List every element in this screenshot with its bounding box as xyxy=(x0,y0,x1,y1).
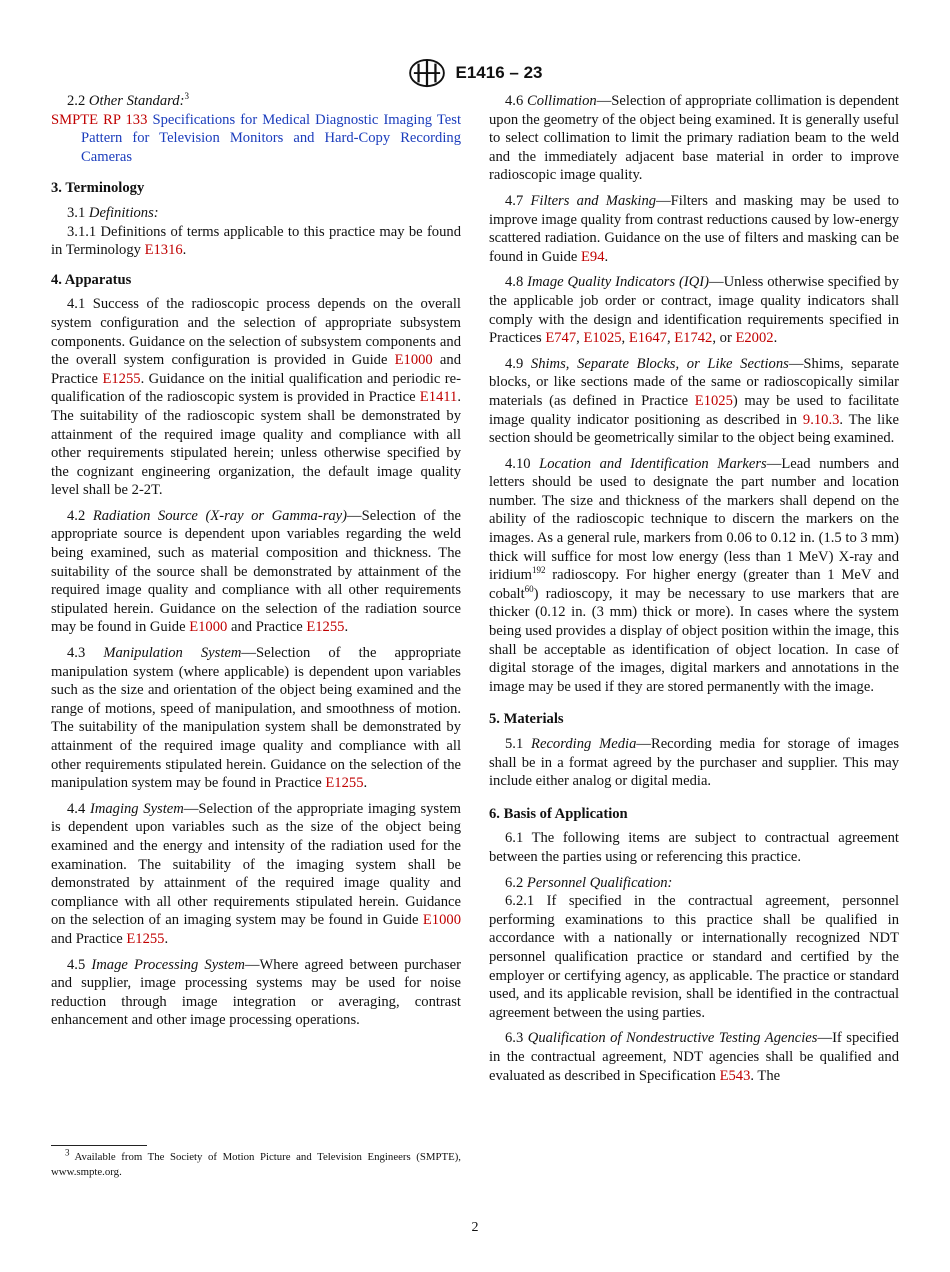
document-designation: E1416 – 23 xyxy=(455,63,543,82)
paragraph-4-9: 4.9 Shims, Separate Blocks, or Like Sections—Shims, separate blocks, or like sections made of the same or radioscopically similar materials (as defined in Practice E1025) may be used to facilitate image quality indicator positioning as described in 9.10.3. The like section should be geometrically similar to the object being examined. xyxy=(489,355,899,447)
section-3-1-1: 3.1.1 Definitions of terms applicable to this practice may be found in Terminology E1316. xyxy=(51,223,461,259)
right-column xyxy=(489,92,899,1092)
link-e1000[interactable]: E1000 xyxy=(394,352,433,369)
link-e1255[interactable]: E1255 xyxy=(102,370,141,387)
page-number: 2 xyxy=(471,1220,479,1235)
paragraph-4-3: 4.3 Manipulation System—Selection of the appropriate manipulation system (where applicable) is dependent upon variables such as the size and orientation of the object being examined and the range of motions, speed of manipulation, and smoothness of motion. The suitability of the manipulation system shall be demonstrated by attainment of the required image quality and compliance with all other requirements stipulated herein. Guidance on the selection of the manipulation system may be found in Practice E1255. xyxy=(51,645,461,792)
link-e1647[interactable]: E1647 xyxy=(628,330,667,347)
left-column xyxy=(51,92,461,1037)
section-2-2-heading: 2.2 Other Standard:$^3$ xyxy=(67,91,189,109)
link-e1411[interactable]: E1411 xyxy=(419,389,458,406)
paragraph-4-2: 4.2 Radiation Source (X-ray or Gamma-ray)—Selection of the appropriate source is dependent upon variables regarding the weld being examined, such as material composition and thickness. The suitability of the source shall be demonstrated by attainment of the required image quality and compliance with all other requirements stipulated herein. Guidance on the selection of the radiation source may be found in Guide E1000 and Practice E1255. xyxy=(51,507,462,636)
smpte-title-link[interactable]: Specifications for Medical Diagnostic Imaging Test Pattern for Television Monitors and Hard-Copy Recording Cameras xyxy=(81,111,461,165)
link-section-9-10-3[interactable]: 9.10.3 xyxy=(802,411,840,428)
link-e543[interactable]: E543 xyxy=(719,1067,751,1084)
smpte-code-link[interactable]: SMPTE RP 133 xyxy=(51,111,148,128)
paragraph-4-10: 4.10 Location and Identification Markers—Lead numbers and letters should be used to designate the part number and location number. The size and thickness of the markers shall depend on the ability of the radioscopic technique to discern the markers on the images. As a general rule, markers from 0.06 to 0.12 in. (1.5 to 3 mm) thick will suffice for most low energy (less than 1 MeV) X-ray and iridium$^{192}$ radioscopy. For higher energy (greater than 1 MeV and cobalt$^{60}$) radioscopy, it may be necessary to use markers that are thicker (0.12 in. (3 mm) thick or more). In cases where the system being used provides a display of object position within the image, this shall be acceptable as identification of object location. In case of digital storage of the images, digital markers and annotations in the image may be used if they are stored permanently with the image. xyxy=(489,455,900,695)
link-e747[interactable]: E747 xyxy=(545,330,577,347)
paragraph-6-3: 6.3 Qualification of Nondestructive Testing Agencies—If specified in the contractual agreement, NDT agencies shall be qualified and evaluated as described in Specification E543. The xyxy=(489,1030,899,1084)
paragraph-4-4: 4.4 Imaging System—Selection of the appropriate imaging system is dependent upon variables such as the size of the object being examined and the energy and intensity of the radiation used for the examination. The suitability of the imaging system shall be demonstrated by attainment of the required image quality and compliance with all other requirements stipulated herein. Guidance on the selection of an imaging system may be found in Guide E1000 and Practice E1255. xyxy=(51,800,461,947)
paragraph-4-6: 4.6 Collimation—Selection of appropriate collimation is dependent upon the geometry of the object being examined. It is generally useful to select collimation to limit the primary radiation beam to the weld and the immediately adjacent base material in order to improve radioscopic image quality. xyxy=(489,93,899,184)
astm-logo-icon xyxy=(408,58,446,88)
footnote-3: $^3$ Available from The Society of Motion Picture and Television Engineers (SMPTE), www.smpte.org. xyxy=(51,1147,461,1178)
smpte-reference xyxy=(51,111,461,167)
link-e94[interactable]: E94 xyxy=(581,248,605,265)
paragraph-4-7: 4.7 Filters and Masking—Filters and masking may be used to improve image quality from contrast reductions caused by low-energy scattered radiation. Guidance on the use of filters and masking can be found in Guide E94. xyxy=(489,192,899,265)
paragraph-5-1: 5.1 Recording Media—Recording media for storage of images shall be in a format agreed by the purchaser and supplier. This may include either analog or digital media. xyxy=(489,736,900,790)
link-e2002[interactable]: E2002 xyxy=(735,330,774,347)
link-e1742[interactable]: E1742 xyxy=(674,330,713,347)
page-header xyxy=(0,58,950,88)
link-e1316[interactable]: E1316 xyxy=(144,242,183,259)
section-4-heading: 4. Apparatus xyxy=(51,271,132,288)
link-e1000[interactable]: E1000 xyxy=(422,912,461,929)
link-e1025[interactable]: E1025 xyxy=(583,330,622,347)
paragraph-4-1: 4.1 Success of the radioscopic process depends on the overall system configuration and the selection of appropriate subsystem components. Guidance on the selection of subsystem components and the overall system configuration is provided in Guide E1000 and Practice E1255. Guidance on the initial qualification and periodic re-qualification of the radioscopic system is provided in Practice E1411. The suitability of the radioscopic system shall be demonstrated by attainment of the required image quality and compliance with all other requirements stipulated herein; unless otherwise specified by the cognizant engineering organization, the default image quality level shall be 2-2T. xyxy=(51,296,461,499)
link-e1255[interactable]: E1255 xyxy=(306,619,345,636)
section-6-heading: 6. Basis of Application xyxy=(489,805,628,822)
link-e1025[interactable]: E1025 xyxy=(694,392,733,409)
paragraph-6-2: 6.2 Personnel Qualification: xyxy=(505,874,673,891)
link-e1000[interactable]: E1000 xyxy=(189,619,228,636)
paragraph-4-8: 4.8 Image Quality Indicators (IQI)—Unless otherwise specified by the applicable job order or contract, image quality indicators shall comply with the design and identification requirements specified in Practices E747, E1025, E1647, E1742, or E2002. xyxy=(489,274,899,347)
section-3-1: 3.1 Definitions: xyxy=(67,204,159,221)
footnote-divider xyxy=(51,1145,147,1146)
section-3-heading: 3. Terminology xyxy=(51,180,145,197)
paragraph-6-2-1: 6.2.1 If specified in the contractual agreement, personnel performing examinations to this practice shall be qualified in accordance with a nationally or internationally recognized NDT personnel qualification practice or standard and certified by the employer or certifying agency, as applicable. The practice or standard used, and its applicable revision, shall be identified in the contractual agreement between the using parties. xyxy=(489,893,899,1021)
paragraph-4-5: 4.5 Image Processing System—Where agreed between purchaser and supplier, image processing systems may be used for noise reduction through image integration or averaging, contrast enhancement and other image processing operations. xyxy=(51,956,461,1029)
paragraph-6-1: 6.1 The following items are subject to contractual agreement between the parties using or referencing this practice. xyxy=(489,830,899,865)
section-5-heading: 5. Materials xyxy=(489,711,564,728)
link-e1255[interactable]: E1255 xyxy=(325,775,364,792)
link-e1255[interactable]: E1255 xyxy=(126,930,165,947)
